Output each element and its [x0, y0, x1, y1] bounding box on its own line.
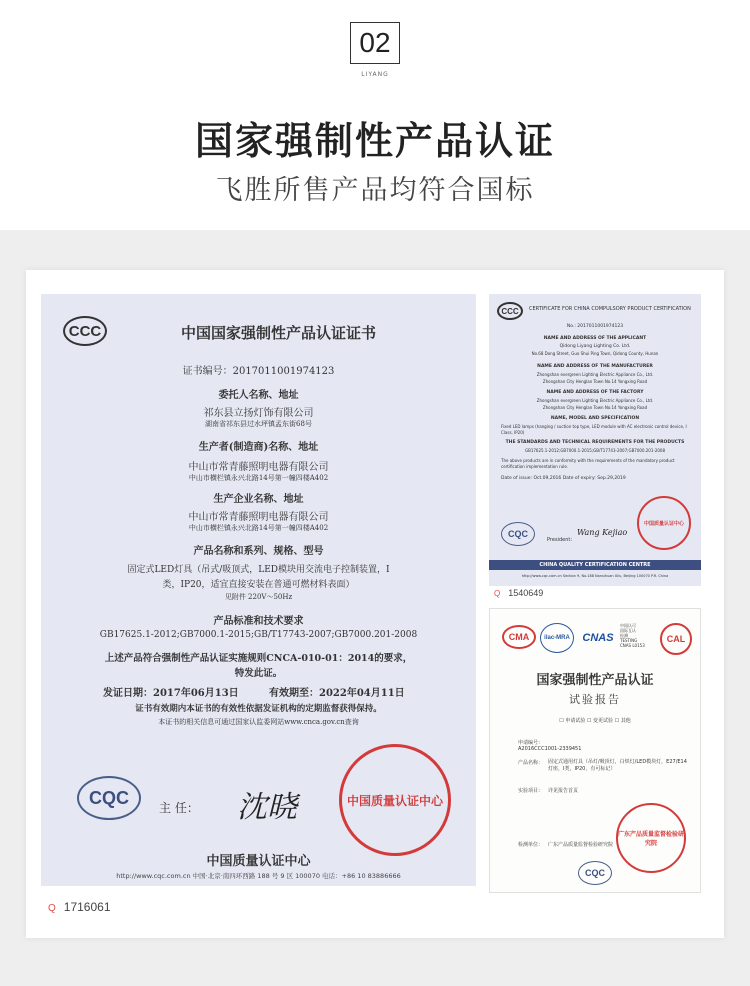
cert-number: 证书编号：2017011001974123 [182, 366, 335, 377]
cnas-logo-icon: CNAS [582, 632, 614, 644]
client-address: 湖南省祁东县过水坪镇孟东街68号 [205, 420, 312, 428]
en-footer-bar: CHINA QUALITY CERTIFICATION CENTRE [489, 560, 701, 570]
page-subtitle: 飞胜所售产品均符合国标 [215, 175, 535, 206]
applicant-address: No.68 Dong Street, Guo Shui Ping Town, Qidong County, Hunan [531, 351, 659, 356]
report-title: 国家强制性产品认证 [536, 673, 654, 688]
standards-text: GB17625.1-2012;GB7000.1-2015;GB/T17743-2007;GB7000.201-2008 [524, 448, 666, 453]
main-certificate[interactable] [41, 294, 476, 886]
report-category-label: 实验项目： [518, 788, 544, 794]
maker-heading: 生产者(制造商)名称、地址 [198, 442, 319, 453]
q-mark-icon: Q [48, 903, 56, 914]
president-signature: Wang Kejiao [577, 528, 628, 537]
applicant-name: Qidong Liyang Lighting Co. Ltd. [559, 344, 631, 349]
en-cert-id: Q 1540649 [494, 588, 544, 598]
official-seal-stamp: 中国质量认证中心 [637, 496, 691, 550]
conform-line-2: 特发此证。 [234, 668, 283, 679]
q-mark-icon: Q [494, 589, 501, 598]
factory-heading: 生产企业名称、地址 [213, 494, 304, 505]
ilac-logo-icon: ilac-MRA [540, 623, 574, 653]
maker-name: 中山市常青藤照明电器有限公司 [188, 462, 329, 473]
conform-line-1: 上述产品符合强制性产品认证实施规则CNCA-010-01：2014的要求， [104, 653, 413, 664]
cert-title: 中国国家强制性产品认证证书 [180, 324, 376, 342]
president-label: President: [547, 537, 573, 543]
ccc-logo-icon: CCC [497, 302, 523, 320]
director-signature: 沈晓 [237, 790, 297, 825]
cqc-logo-icon: CQC [77, 776, 141, 820]
report-subtitle: 试验报告 [569, 693, 621, 706]
page-title: 国家强制性产品认证 [194, 119, 555, 163]
factory-name: 中山市常青藤照明电器有限公司 [188, 512, 329, 523]
manufacturer-name: Zhongshan evergreen Lighting Electric Appliance Co., Ltd. [536, 372, 654, 377]
en-cert-dates: Date of issue: Oct.09,2016 Date of expiry: Sep.29,2019 [501, 476, 626, 481]
product-heading: 产品名称和系列、规格、型号 [193, 546, 324, 557]
report-seal-stamp: 广东产品质量监督检验研究院 [616, 803, 686, 873]
badge-subtext: LIYANG [361, 71, 389, 78]
cqc-logo-icon: CQC [578, 861, 612, 885]
model-text: Fixed LED lamps (hanging / suction top type, LED module with AC electronic control device, I Class, IP20) [501, 424, 687, 435]
report-product-label: 产品名称： [518, 760, 544, 766]
manufacturer-heading: NAME AND ADDRESS OF THE MANUFACTURER [537, 364, 653, 369]
factory-address: Zhongshan City Henglan Town No.14 Yongxing Road [542, 405, 648, 410]
report-unit-label: 检测单位： [518, 842, 544, 848]
standard-heading: 产品标准和技术要求 [213, 616, 304, 627]
report-product-text: 固定式通用灯具（吊灯/吸顶灯，白炽灯/LED模块灯，E27/E14灯座，I类，IP20，有可标记） [548, 759, 687, 772]
testing-label: 中国认可 国际互认 检测 TESTING CNAS L0153 [620, 623, 645, 648]
product-line-3: 见附件 220V～50Hz [224, 593, 293, 601]
client-name: 祁东县立扬灯饰有限公司 [203, 408, 314, 419]
standards-heading: THE STANDARDS AND TECHNICAL REQUIREMENTS FOR THE PRODUCTS [505, 440, 685, 445]
cal-logo-icon: CAL [660, 623, 692, 655]
badge-number: 02 [359, 27, 391, 58]
factory-name: Zhongshan evergreen Lighting Electric Appliance Co., Ltd. [536, 398, 654, 403]
cqc-logo-icon: CQC [501, 522, 535, 546]
maker-address: 中山市横栏镇永兴北路14号第一幢四楼A402 [188, 474, 329, 482]
applicant-heading: NAME AND ADDRESS OF THE APPLICANT [543, 336, 647, 341]
official-seal-stamp: 中国质量认证中心 [339, 744, 451, 856]
standard-text: GB17625.1-2012;GB7000.1-2015;GB/T17743-2007;GB7000.201-2008 [99, 630, 418, 640]
product-line-1: 固定式LED灯具（吊式/吸顶式，LED模块用交流电子控制装置，I [127, 565, 390, 575]
product-line-2: 类，IP20，适宜直接安装在普通可燃材料表面） [162, 580, 355, 590]
factory-address: 中山市横栏镇永兴北路14号第一幢四楼A402 [188, 524, 329, 532]
report-unit-text: 广东产品质量监督检验研究院 [548, 842, 614, 848]
query-note: 本证书的相关信息可通过国家认监委网站www.cnca.gov.cn查询 [158, 718, 359, 726]
client-heading: 委托人名称、地址 [218, 390, 299, 401]
conform-text: The above products are in conformity with the requirements of the mandatory product certification implementation rule. [501, 458, 675, 469]
report-no: A2016CCC1001-2339451 [518, 746, 582, 752]
main-cert-id: Q 1716061 [48, 900, 111, 914]
issue-date: 发证日期：2017年06月13日 [103, 688, 239, 699]
english-certificate[interactable] [489, 294, 701, 586]
en-cert-title: CERTIFICATE FOR CHINA COMPULSORY PRODUCT CERTIFICATION [529, 306, 691, 312]
cma-logo-icon: CMA [502, 625, 536, 649]
section-number-badge [350, 22, 400, 64]
report-checkboxes: ☐ 申请试验 ☐ 变更试验 ☐ 其他 [559, 718, 631, 724]
validity-note: 证书有效期内本证书的有效性依据发证机构的定期监督获得保持。 [135, 704, 382, 714]
director-label: 主 任： [159, 801, 199, 815]
report-category-text: 详见报告首页 [548, 788, 579, 794]
report-no-label: 申请编号： [518, 740, 544, 746]
manufacturer-address: Zhongshan City Henglan Town No.14 Yongxing Road [542, 379, 648, 384]
en-footer-address: http://www.cqc.com.cn Section 9, No.188 Nansihuan Xilu, Beijing 100070 P.R. China [521, 574, 669, 578]
ccc-logo-icon: CCC [63, 316, 107, 346]
en-cert-number: No.: 2017011001974123 [566, 324, 624, 329]
expire-date: 有效期至：2022年04月11日 [269, 688, 405, 699]
model-heading: NAME, MODEL AND SPECIFICATION [550, 416, 640, 421]
test-report[interactable] [489, 608, 701, 893]
cert-footer: http://www.cqc.com.cn 中国·北京·南四环西路 188 号 9 区 100070 电话：+86 10 83886666 [116, 872, 401, 880]
factory-heading: NAME AND ADDRESS OF THE FACTORY [546, 390, 644, 395]
center-name: 中国质量认证中心 [206, 854, 311, 869]
